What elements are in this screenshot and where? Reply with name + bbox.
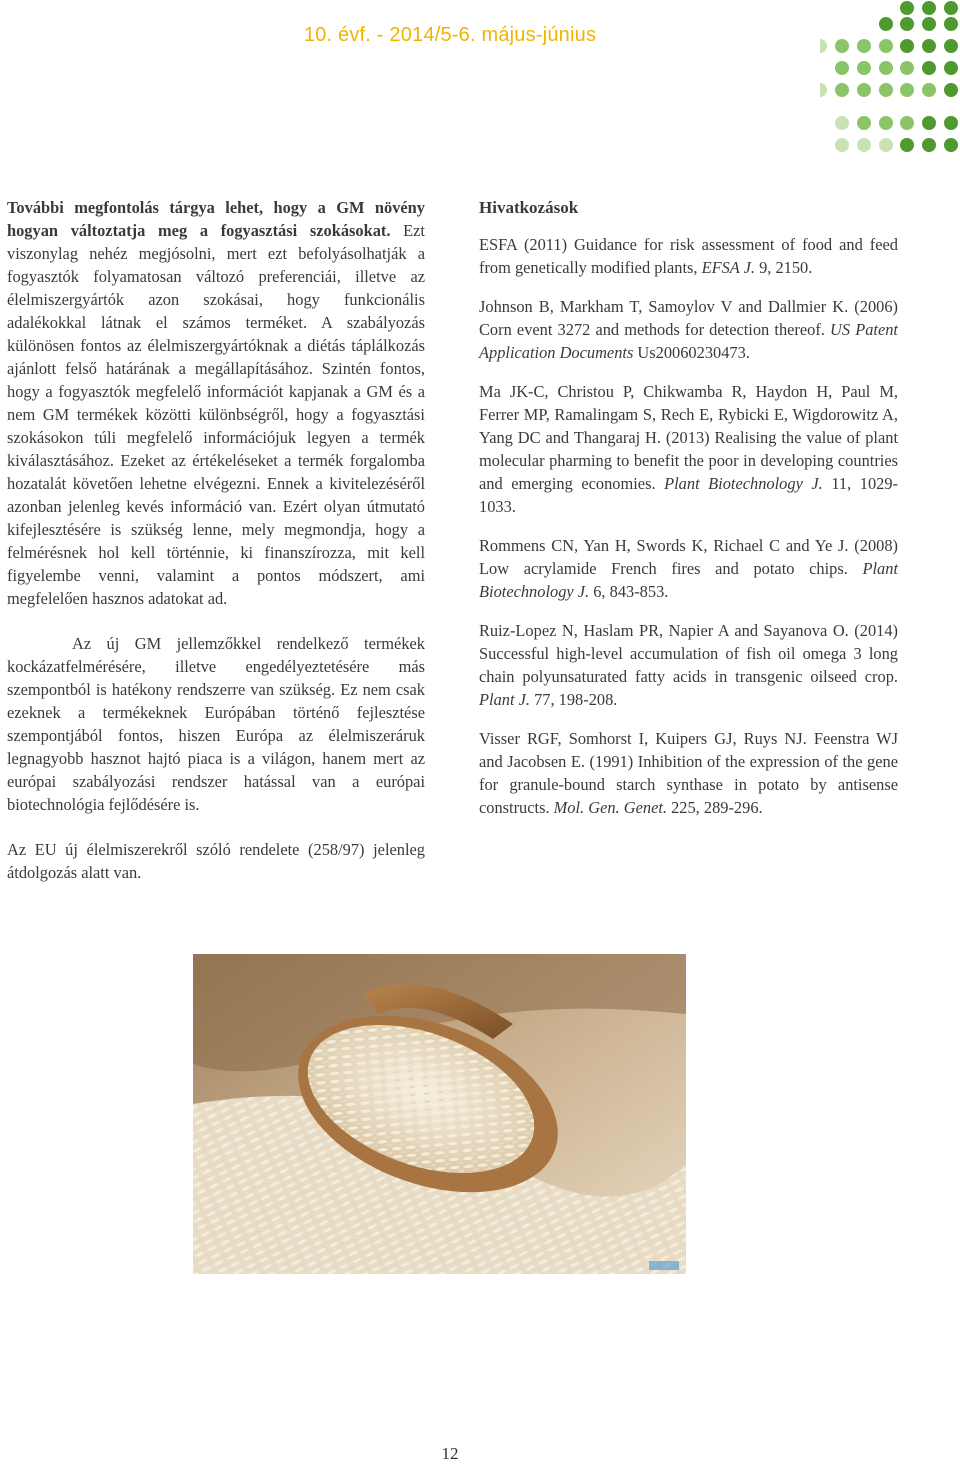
lead-sentence: További megfontolás tárgya lehet, hogy a GM növény hogyan változtatja meg a fogyasztási szokásokat. [7,198,425,240]
reference-journal: Plant J. [479,690,530,709]
rice-spoon-photo [193,954,686,1274]
reference-text: Rommens CN, Yan H, Swords K, Richael C and Ye J. (2008) Low acrylamide French fires and potato chips. [479,536,898,578]
reference-text: Johnson B, Markham T, Samoylov V and Dallmier K. (2006) Corn event 3272 and methods for detection thereof. [479,297,898,339]
reference-item [479,295,898,364]
references-heading: Hivatkozások [479,198,579,217]
references-column [479,196,898,835]
reference-item [479,233,898,279]
reference-item [479,727,898,819]
body-paragraph-1 [7,196,425,610]
paragraph-1-text: Ezt viszonylag nehéz megjósolni, mert ezt befolyásolhatják a fogyasztók folyamatosan változó preferenciái, illetve az élelmiszergyártók azon szokásai, hogy funkcionális adalékokkal látnak el számos terméket. A szabályozás különösen fontos az élelmiszergyártóknak a diétás táplálkozás ajánlott felső határának a megállapításához. Szintén fontos, hogy a fogyasztók megfelelő információt kapjanak a GM és a nem GM termékek közötti különbségről, hogy a fogyasztási szokásokon túli megfelelő információjuk legyen a termék kiválasztásához. Ezeket az értékeléseket a termék forgalomba hozatalát követően lehetne elvégezni. Ennek a kivitelezéséről azonban jelenleg kevés információ van. Ezért olyan útmutató kifejlesztésére is szükség lenne, mely megmondja, hogy a felmérésnek hol kell történnie, ki finanszírozza, mit kell figyelembe venni, valamint a pontos módszert, ami megfelelően hasznos adatokat ad. [7,221,425,608]
reference-list [479,233,898,819]
reference-item [479,380,898,518]
reference-journal: Mol. Gen. Genet. [553,798,667,817]
left-column [7,196,425,884]
reference-text: Visser RGF, Somhorst I, Kuipers GJ, Ruys NJ. Feenstra WJ and Jacobsen E. (1991) Inhibition of the expression of the gene for granule-bound starch synthase in potato by antisense constructs. [479,729,898,817]
dot-grid-graphic [820,0,960,160]
reference-item [479,534,898,603]
reference-text: Ruiz-Lopez N, Haslam PR, Napier A and Sayanova O. (2014) Successful high-level accumulation of fish oil omega 3 long chain polyunsaturated fatty acids in transgenic oilseed crop. [479,621,898,686]
rice-photo-illustration [193,954,686,1274]
reference-journal: Plant Biotechnology J. [479,559,898,601]
body-paragraph-3: Az EU új élelmiszerekről szóló rendelete (258/97) jelenleg átdolgozás alatt van. [7,840,425,882]
body-paragraph-2: Az új GM jellemzőkkel rendelkező termékek kockázatfelmérésére, illetve engedélyeztetésére más szempontból is hatékony rendszerre van szükség. Ez nem csak ezeknek a termékeknek Európában történő fejlesztése szempontjából fontos, hiszen Európa az élelmiszeráruk legnagyobb hasznot hajtó piaca is a világon, hanem mert az európai szabályozási rendszer hatással van a európai biotechnológia fejlődésére is. [7,634,425,814]
reference-item [479,619,898,711]
journal-issue-header: 10. évf. - 2014/5-6. május-június [303,24,597,46]
page-number: 12 [441,1444,459,1463]
reference-journal: US Patent Application Documents [479,320,898,362]
reference-volume-pages: Us20060230473. [633,343,750,362]
reference-volume-pages: 77, 198-208. [529,690,618,709]
decorative-dot-grid [820,0,960,160]
reference-volume-pages: 9, 2150. [754,258,813,277]
reference-journal: EFSA J. [701,258,755,277]
reference-volume-pages: 6, 843-853. [589,582,669,601]
reference-text: ESFA (2011) Guidance for risk assessment of food and feed from genetically modified plants, [479,235,898,277]
reference-text: Ma JK-C, Christou P, Chikwamba R, Haydon H, Paul M, Ferrer MP, Ramalingam S, Rech E, Rybicki E, Wigdorowitz A, Yang DC and Thangaraj H. (2013) Realising the value of plant molecular pharming to benefit the poor in developing countries and emerging economies. [479,382,898,493]
reference-volume-pages: 11, 1029-1033. [479,474,898,516]
reference-journal: Plant Biotechnology J. [664,474,823,493]
reference-volume-pages: 225, 289-296. [667,798,763,817]
